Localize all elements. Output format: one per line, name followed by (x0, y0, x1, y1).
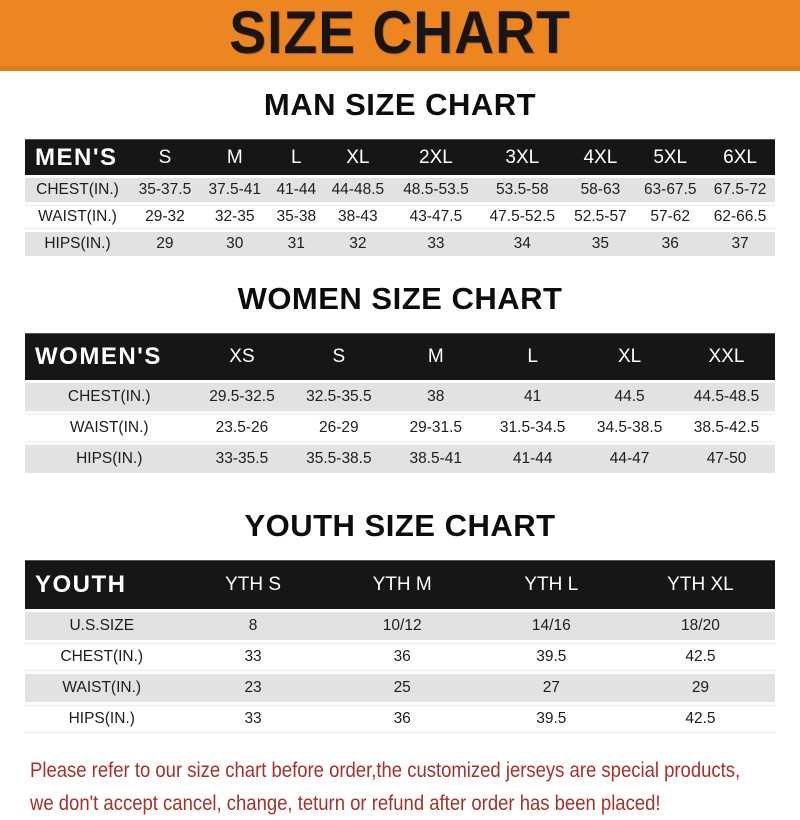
size-cell: 38.5-42.5 (678, 414, 775, 442)
table-row (25, 674, 775, 702)
size-cell: 58-63 (565, 178, 635, 202)
size-cell: 33 (179, 705, 328, 733)
row-label: CHEST(IN.) (25, 643, 179, 671)
disclaimer-line-1: Please refer to our size chart before order,the customized jerseys are special products, (30, 758, 741, 782)
size-cell: 39.5 (477, 643, 626, 671)
size-cell: 29-31.5 (387, 414, 484, 442)
row-label: HIPS(IN.) (25, 445, 194, 473)
size-cell: 44.5 (581, 383, 678, 411)
size-cell: 48.5-53.5 (393, 178, 479, 202)
size-cell: 62-66.5 (705, 205, 775, 229)
table-row (25, 414, 775, 442)
size-cell: 25 (328, 674, 477, 702)
column-header: S (290, 333, 387, 380)
table-row (25, 643, 775, 671)
column-header: 4XL (565, 139, 635, 175)
column-header: L (484, 333, 581, 380)
row-label: WAIST(IN.) (25, 205, 130, 229)
size-cell: 34.5-38.5 (581, 414, 678, 442)
size-cell: 42.5 (626, 643, 775, 671)
size-cell: 44-48.5 (323, 178, 393, 202)
size-cell: 14/16 (477, 612, 626, 640)
size-cell: 31 (270, 232, 323, 256)
size-cell: 67.5-72 (705, 178, 775, 202)
row-label: U.S.SIZE (25, 612, 179, 640)
table-row (25, 178, 775, 202)
row-label: HIPS(IN.) (25, 705, 179, 733)
column-header: S (130, 139, 200, 175)
men-section-heading: MAN SIZE CHART (263, 87, 537, 122)
disclaimer-line-2: we don't accept cancel, change, teturn or refund after order has been placed! (30, 791, 661, 815)
youth-section-heading: YOUTH SIZE CHART (244, 508, 556, 543)
youth-header-row (25, 560, 775, 609)
size-cell: 43-47.5 (393, 205, 479, 229)
size-cell: 35 (565, 232, 635, 256)
table-row (25, 612, 775, 640)
table-corner-label: YOUTH (25, 560, 179, 609)
size-cell: 57-62 (635, 205, 705, 229)
banner-title: SIZE CHART (229, 0, 571, 67)
men-header-row (25, 139, 775, 175)
size-cell: 33 (179, 643, 328, 671)
disclaimer (30, 754, 800, 820)
column-header: 5XL (635, 139, 705, 175)
size-cell: 37.5-41 (200, 178, 270, 202)
size-cell: 63-67.5 (635, 178, 705, 202)
table-row (25, 705, 775, 733)
size-cell: 34 (479, 232, 565, 256)
size-cell: 53.5-58 (479, 178, 565, 202)
youth-size-table (25, 557, 775, 736)
column-header: XXL (678, 333, 775, 380)
size-cell: 39.5 (477, 705, 626, 733)
size-cell: 27 (477, 674, 626, 702)
size-cell: 47-50 (678, 445, 775, 473)
size-cell: 33 (393, 232, 479, 256)
size-cell: 23 (179, 674, 328, 702)
column-header: 2XL (393, 139, 479, 175)
size-cell: 36 (635, 232, 705, 256)
size-cell: 32-35 (200, 205, 270, 229)
table-row (25, 205, 775, 229)
table-corner-label: MEN'S (25, 139, 130, 175)
size-cell: 32.5-35.5 (290, 383, 387, 411)
size-cell: 35.5-38.5 (290, 445, 387, 473)
size-cell: 52.5-57 (565, 205, 635, 229)
column-header: YTH M (328, 560, 477, 609)
row-label: WAIST(IN.) (25, 674, 179, 702)
table-corner-label: WOMEN'S (25, 333, 194, 380)
table-row (25, 383, 775, 411)
size-cell: 18/20 (626, 612, 775, 640)
men-size-table (25, 136, 775, 259)
column-header: YTH XL (626, 560, 775, 609)
table-row (25, 232, 775, 256)
table-row (25, 445, 775, 473)
size-cell: 41 (484, 383, 581, 411)
size-cell: 41-44 (270, 178, 323, 202)
size-cell: 38-43 (323, 205, 393, 229)
size-cell: 33-35.5 (194, 445, 291, 473)
size-cell: 29 (626, 674, 775, 702)
column-header: XL (323, 139, 393, 175)
size-cell: 29-32 (130, 205, 200, 229)
size-cell: 36 (328, 643, 477, 671)
size-cell: 35-38 (270, 205, 323, 229)
size-cell: 29.5-32.5 (194, 383, 291, 411)
size-cell: 36 (328, 705, 477, 733)
size-cell: 26-29 (290, 414, 387, 442)
size-cell: 32 (323, 232, 393, 256)
size-cell: 41-44 (484, 445, 581, 473)
section-women (0, 281, 800, 476)
section-men (0, 87, 800, 259)
size-cell: 42.5 (626, 705, 775, 733)
column-header: YTH S (179, 560, 328, 609)
size-cell: 10/12 (328, 612, 477, 640)
size-cell: 23.5-26 (194, 414, 291, 442)
column-header: XL (581, 333, 678, 380)
size-cell: 47.5-52.5 (479, 205, 565, 229)
size-cell: 8 (179, 612, 328, 640)
column-header: M (387, 333, 484, 380)
size-cell: 29 (130, 232, 200, 256)
column-header: M (200, 139, 270, 175)
column-header: L (270, 139, 323, 175)
banner (0, 0, 800, 71)
row-label: CHEST(IN.) (25, 383, 194, 411)
row-label: HIPS(IN.) (25, 232, 130, 256)
women-section-heading: WOMEN SIZE CHART (237, 281, 563, 316)
column-header: 3XL (479, 139, 565, 175)
column-header: 6XL (705, 139, 775, 175)
section-youth (0, 508, 800, 736)
size-cell: 38.5-41 (387, 445, 484, 473)
column-header: YTH L (477, 560, 626, 609)
size-cell: 37 (705, 232, 775, 256)
column-header: XS (194, 333, 291, 380)
row-label: CHEST(IN.) (25, 178, 130, 202)
row-label: WAIST(IN.) (25, 414, 194, 442)
women-size-table (25, 330, 775, 476)
size-cell: 38 (387, 383, 484, 411)
size-cell: 31.5-34.5 (484, 414, 581, 442)
size-cell: 35-37.5 (130, 178, 200, 202)
size-cell: 44.5-48.5 (678, 383, 775, 411)
women-header-row (25, 333, 775, 380)
size-cell: 44-47 (581, 445, 678, 473)
size-cell: 30 (200, 232, 270, 256)
